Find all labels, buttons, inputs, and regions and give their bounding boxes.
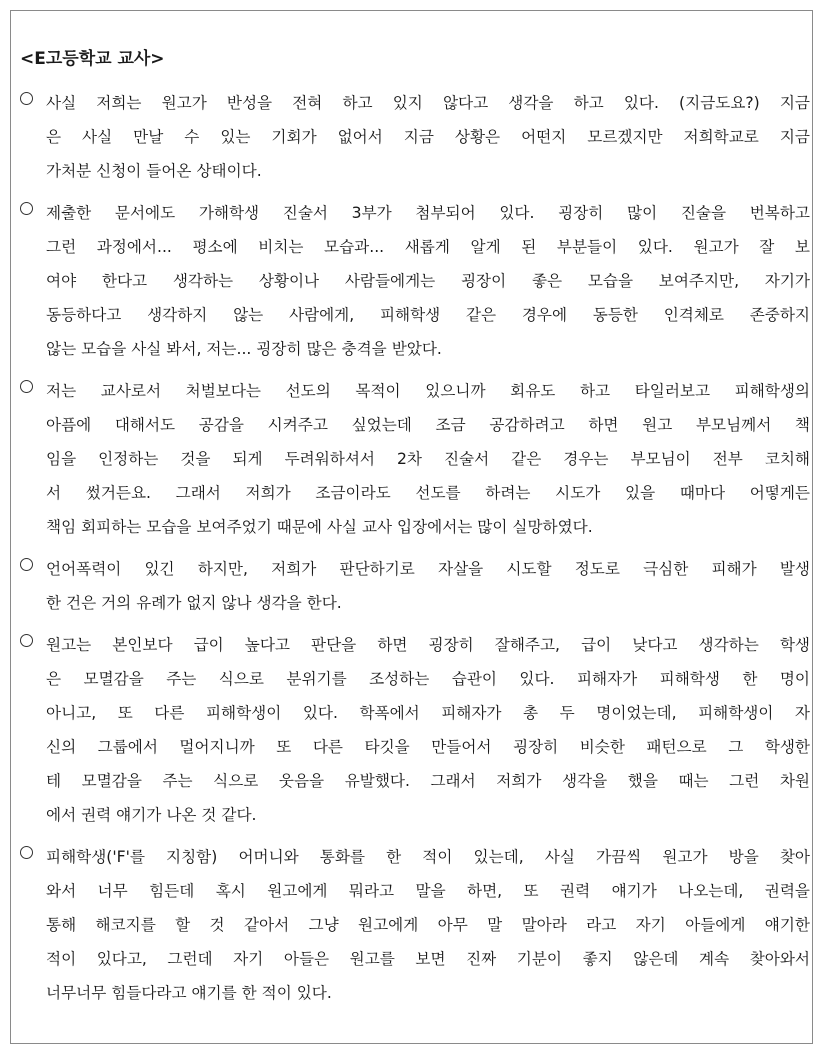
- statement-text: [46, 196, 810, 366]
- statement-line: 한 건은 거의 유례가 없지 않나 생각을 한다.: [46, 594, 342, 612]
- statement-text: [46, 840, 810, 1010]
- statement-text: [46, 374, 810, 544]
- statement-line: 피해학생('F'를 지칭함) 어머니와 통화를 한 적이 있는데, 사실 가끔씩 원고가 방을 찾아: [46, 848, 810, 866]
- statement-line: 언어폭력이 있긴 하지만, 저희가 판단하기로 자살을 시도할 정도로 극심한 피해가 발생: [46, 560, 810, 578]
- statement-line: 테 모멸감을 주는 식으로 웃음을 유발했다. 그래서 저희가 생각을 했을 때는 그런 차원: [46, 772, 810, 790]
- statement-line: 제출한 문서에도 가해학생 진술서 3부가 첨부되어 있다. 굉장히 많이 진술을 번복하고: [46, 204, 810, 222]
- statement-list: [20, 86, 810, 1018]
- circle-bullet-icon: [20, 380, 33, 393]
- statement-line: 와서 너무 힘든데 혹시 원고에게 뭐라고 말을 하면, 또 권력 얘기가 나오는데, 권력을: [46, 882, 810, 900]
- document-heading: <E고등학교 교사>: [20, 49, 165, 69]
- circle-bullet-icon: [20, 558, 33, 571]
- statement-line: 임을 인정하는 것을 되게 두려워하셔서 2차 진술서 같은 경우는 부모님이 전부 코치해: [46, 450, 810, 468]
- statement-item: [20, 552, 810, 620]
- statement-line: 은 모멸감을 주는 식으로 분위기를 조성하는 습관이 있다. 피해자가 피해학생 한 명이: [46, 670, 810, 688]
- statement-line: 원고는 본인보다 급이 높다고 판단을 하면 굉장히 잘해주고, 급이 낮다고 생각하는 학생: [46, 636, 810, 654]
- circle-bullet-icon: [20, 846, 33, 859]
- statement-line: 동등하다고 생각하지 않는 사람에게, 피해학생 같은 경우에 동등한 인격체로 존중하지: [46, 306, 810, 324]
- statement-item: [20, 86, 810, 188]
- statement-line: 에서 권력 얘기가 나온 것 같다.: [46, 806, 257, 824]
- statement-item: [20, 628, 810, 832]
- statement-line: 책임 회피하는 모습을 보여주었기 때문에 사실 교사 입장에서는 많이 실망하였다.: [46, 518, 593, 536]
- statement-text: [46, 628, 810, 832]
- statement-line: 아픔에 대해서도 공감을 시켜주고 싶었는데 조금 공감하려고 하면 원고 부모님께서 책: [46, 416, 810, 434]
- statement-line: 가처분 신청이 들어온 상태이다.: [46, 162, 262, 180]
- circle-bullet-icon: [20, 202, 33, 215]
- statement-line: 아니고, 또 다른 피해학생이 있다. 학폭에서 피해자가 총 두 명이었는데, 피해학생이 자: [46, 704, 810, 722]
- statement-item: [20, 374, 810, 544]
- statement-item: [20, 840, 810, 1010]
- statement-line: 너무너무 힘들다라고 얘기를 한 적이 있다.: [46, 984, 332, 1002]
- statement-line: 그런 과정에서... 평소에 비치는 모습과... 새롭게 알게 된 부분들이 있다. 원고가 잘 보: [46, 238, 810, 256]
- statement-line: 서 썼거든요. 그래서 저희가 조금이라도 선도를 하려는 시도가 있을 때마다 어떻게든: [46, 484, 810, 502]
- statement-item: [20, 196, 810, 366]
- statement-line: 저는 교사로서 처벌보다는 선도의 목적이 있으니까 회유도 하고 타일러보고 피해학생의: [46, 382, 810, 400]
- statement-text: [46, 86, 810, 188]
- statement-line: 은 사실 만날 수 있는 기회가 없어서 지금 상황은 어떤지 모르겠지만 저희학교로 지금: [46, 128, 810, 146]
- circle-bullet-icon: [20, 92, 33, 105]
- statement-line: 여야 한다고 생각하는 상황이나 사람들에게는 굉장이 좋은 모습을 보여주지만, 자기가: [46, 272, 810, 290]
- statement-line: 적이 있다고, 그런데 자기 아들은 원고를 보면 진짜 기분이 좋지 않은데 계속 찾아와서: [46, 950, 810, 968]
- statement-line: 통해 해코지를 할 것 같아서 그냥 원고에게 아무 말 말아라 라고 자기 아들에게 얘기한: [46, 916, 810, 934]
- statement-line: 사실 저희는 원고가 반성을 전혀 하고 있지 않다고 생각을 하고 있다. (지금도요?) 지금: [46, 94, 810, 112]
- statement-line: 신의 그룹에서 멀어지니까 또 다른 타깃을 만들어서 굉장히 비슷한 패턴으로 그 학생한: [46, 738, 810, 756]
- circle-bullet-icon: [20, 634, 33, 647]
- statement-line: 않는 모습을 사실 봐서, 저는... 굉장히 많은 충격을 받았다.: [46, 340, 442, 358]
- statement-text: [46, 552, 810, 620]
